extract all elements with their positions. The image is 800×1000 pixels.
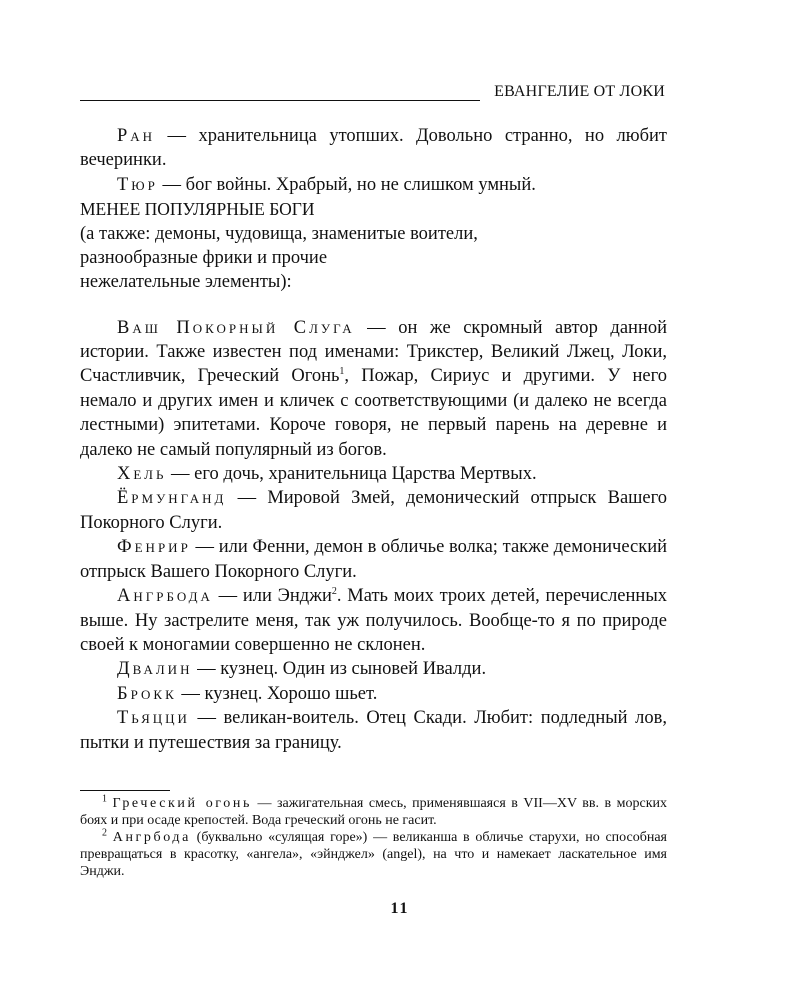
main-text [80,124,667,755]
footnote-term: Ангрбода [112,830,191,845]
section-title: МЕНЕЕ ПОПУЛЯРНЫЕ БОГИ [80,199,315,220]
entry-text: — его дочь, хранительница Царства Мертвых. [166,464,537,485]
entry-text: — или Энджи [212,586,332,607]
footnote [80,829,667,880]
entry-text: — кузнец. Хорошо шьет. [176,683,378,704]
footnote-number: 1 [102,793,107,805]
footnote-text: — зажигательная смесь, применявшаяся в VII—XV вв. в морских боях и при осаде крепостей. Вода греческий огонь не гасит. [80,796,668,828]
entry-text: — бог войны. Храбрый, но не слишком умный. [157,174,536,195]
entry-text: . Мать моих троих детей, перечисленных выше. Ну застрелите меня, так уж получилось. Вообще-то я по природе своей к моногамии совершенно не склонен. [80,586,667,655]
entry-text: — или Фенни, демон в обличье волка; также демонический отпрыск Вашего Покорного Слуги. [80,537,667,582]
footnote-rule [80,790,170,791]
entry-paragraph [80,124,667,173]
header-rule [80,100,480,101]
subtitle-line: (а также: демоны, чудовища, знаменитые воители, [80,223,478,244]
entry-text: — кузнец. Один из сыновей Ивалди. [192,659,487,680]
section-subtitle [80,222,667,294]
entry-name: Тьяцци [117,708,190,729]
entry-text: — великан-воитель. Отец Скади. Любит: подледный лов, пытки и путешествия за границу. [80,708,667,753]
footnote-text: (буквально «сулящая горе») — великанша в обличье старухи, но способная превращаться в красотку, «ангела», «эйнджел» (angel), на что и намекает ласкательное имя Энджи. [80,830,668,879]
subtitle-line: разнообразные фрики и прочие [80,247,328,268]
entry-name: Брокк [117,683,177,704]
entry-text: — он же скромный автор данной истории. Также известен под именами: Трикстер, Великий Лжец, Локи, Счастливчик, Греческий Огонь [80,317,667,387]
entry-paragraph [80,173,667,197]
running-header [80,83,665,105]
entry-name: Тюр [117,174,158,195]
subtitle-line: нежелательные элементы): [80,271,292,292]
entry-paragraph [80,535,667,584]
entry-name: Ваш Покорный Слуга [117,317,355,338]
footnote-term: Греческий огонь [112,796,252,811]
footnote-ref[interactable]: 1 [339,366,345,378]
footnotes [80,790,667,880]
entry-name: Ангрбода [117,586,213,607]
entry-paragraph [80,657,667,681]
entry-paragraph [80,462,667,486]
footnote-number: 2 [102,827,107,839]
entry-paragraph [80,486,667,535]
entry-paragraph [80,682,667,706]
footnote [80,795,667,829]
entry-text: — хранительница утопших. Довольно странно, но любит вечеринки. [80,126,667,171]
header-title: ЕВАНГЕЛИЕ ОТ ЛОКИ [494,83,665,100]
entry-name: Двалин [117,659,193,680]
footnote-ref[interactable]: 2 [331,585,337,597]
entry-name: Хель [117,464,167,485]
entry-paragraph [80,316,667,462]
entry-name: Ёрмунганд [117,488,227,509]
entry-paragraph [80,706,667,755]
entry-name: Фенрир [117,537,191,558]
page-number: 11 [390,900,410,917]
entry-text: , Пожар, Сириус и другими. У него немало и других имен и кличек с соответствующими (и далеко не всегда лестными) эпитетами. Короче говоря, не первый парень на деревне и далеко не самый популярный из богов. [80,366,667,460]
entry-paragraph [80,584,667,657]
entry-name: Ран [117,126,156,146]
entry-text: — Мировой Змей, демонический отпрыск Вашего Покорного Слуги. [80,488,667,533]
